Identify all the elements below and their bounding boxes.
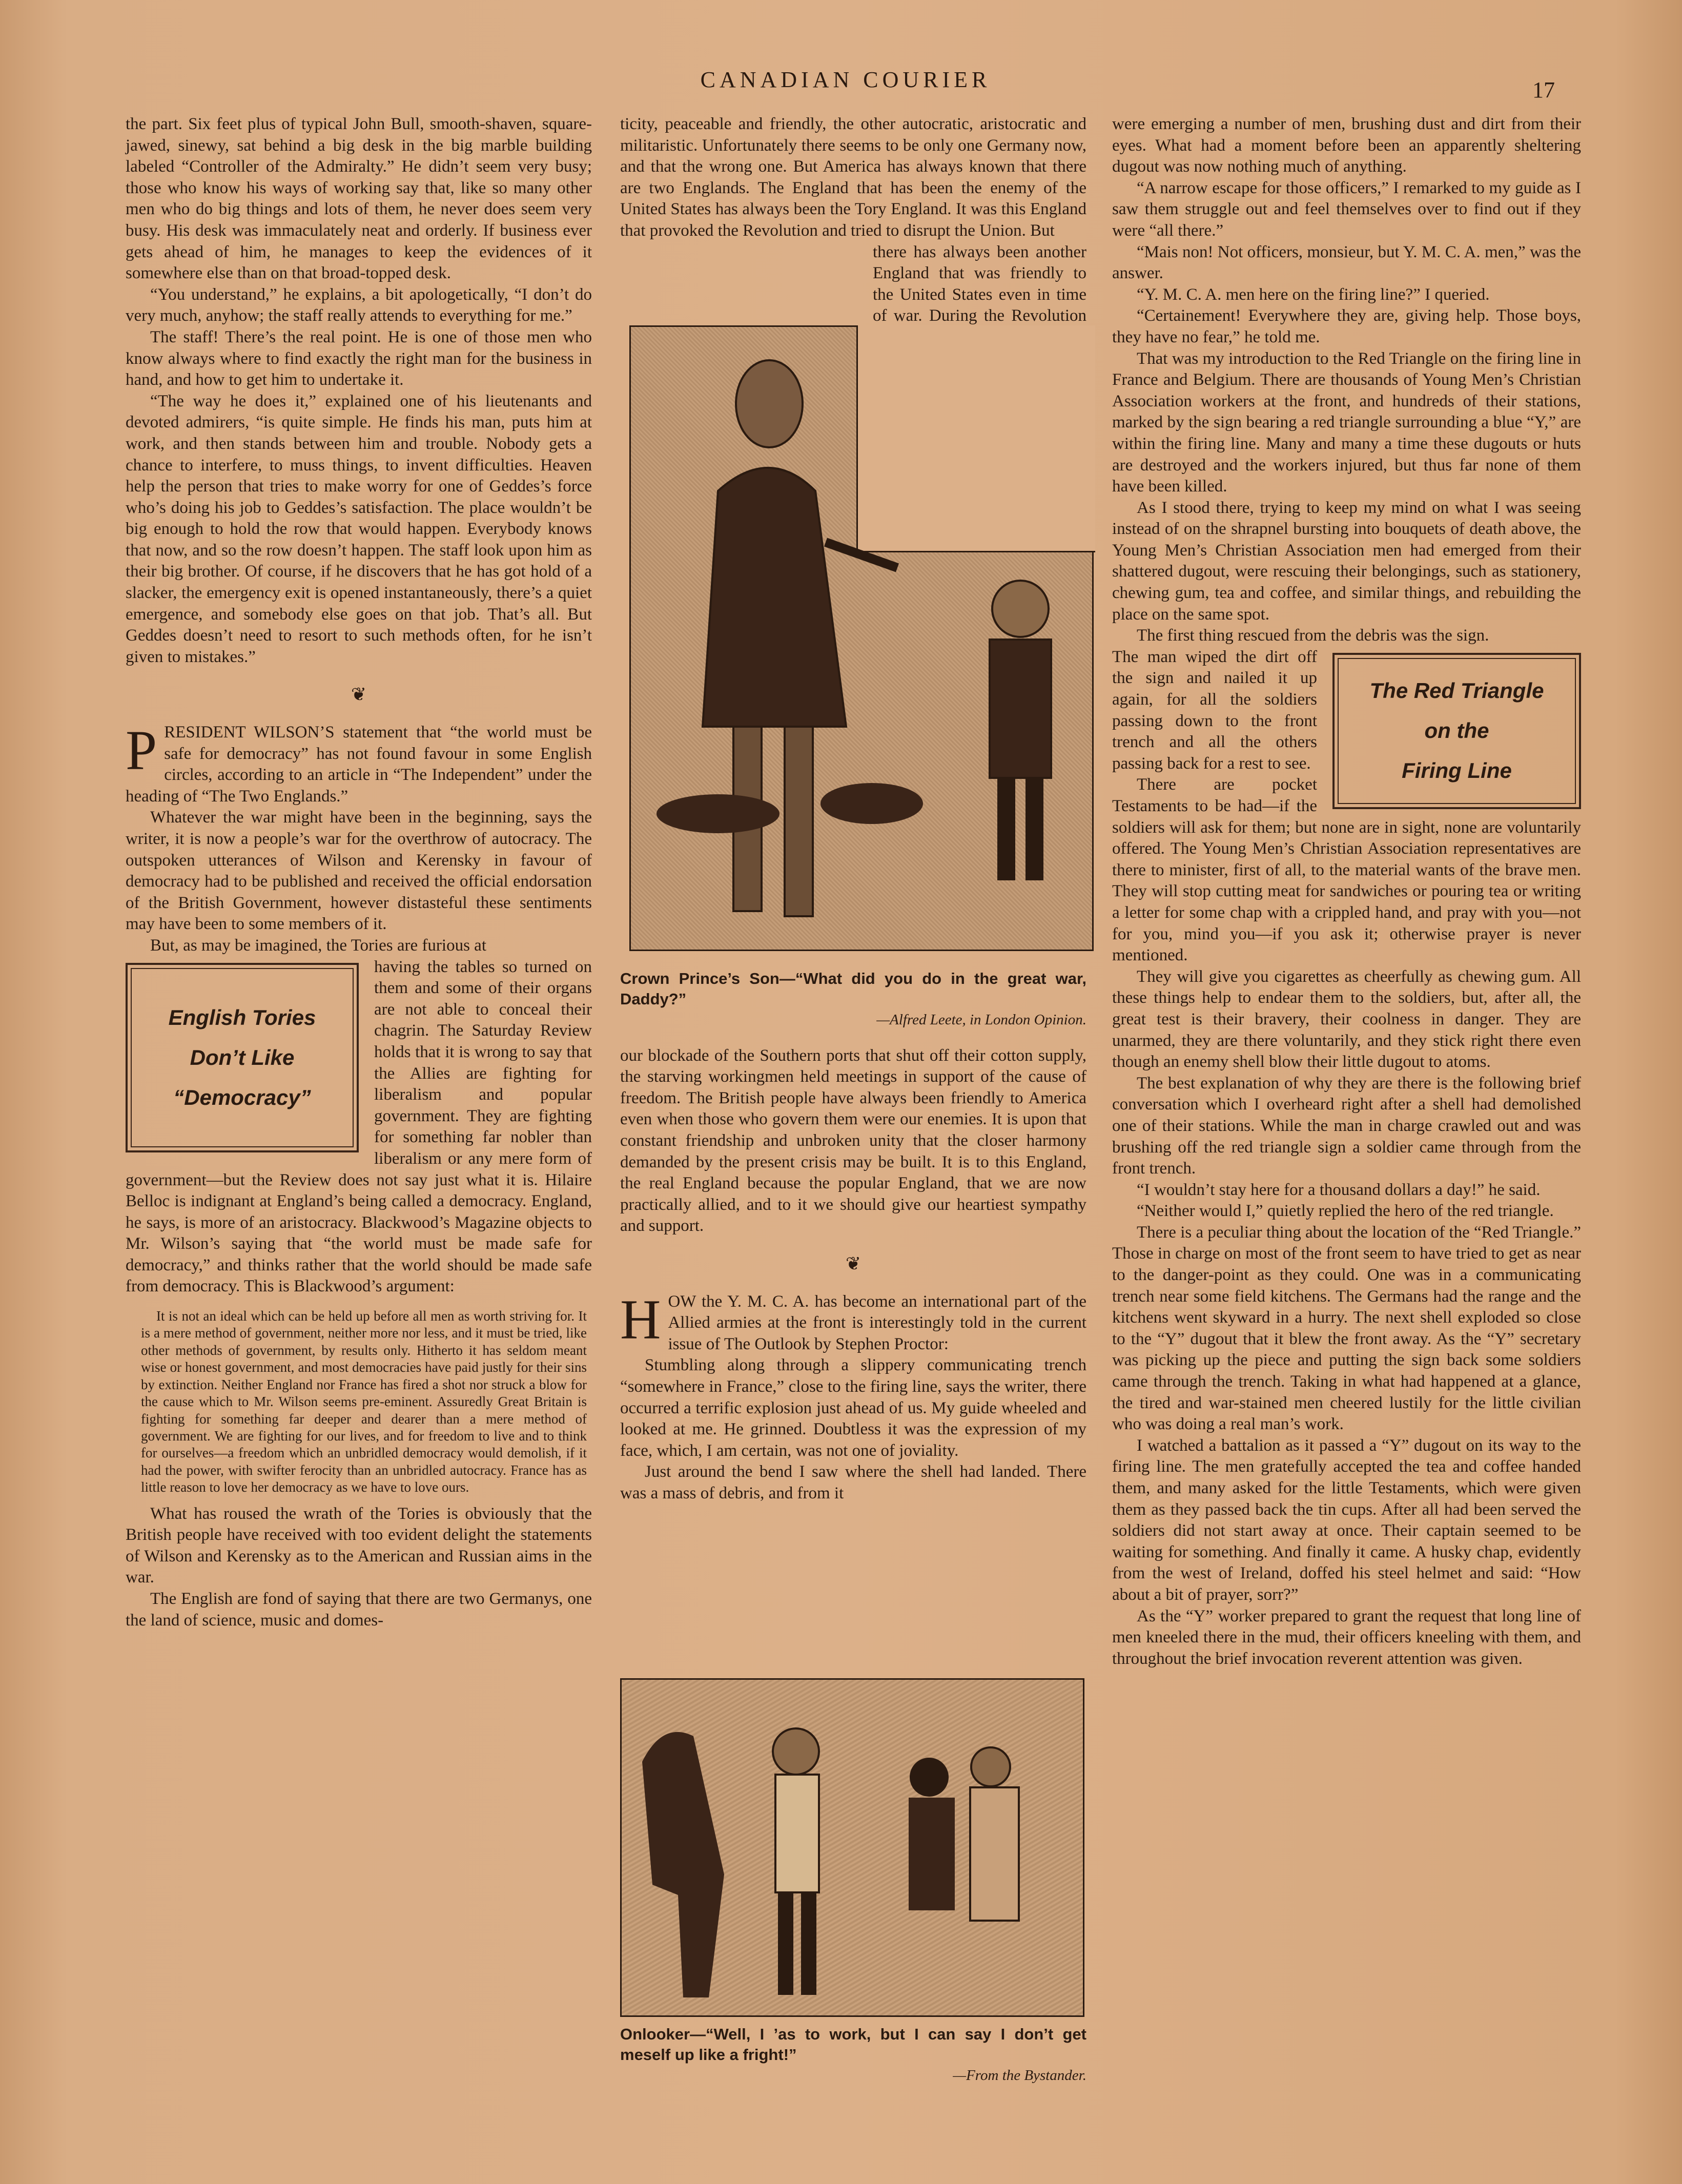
paragraph-text: RESIDENT WILSON’S statement that “the world must be safe for democracy” has not found favour in some English circles, according to an article in “The Independent” under the heading of “The Two Englands.” xyxy=(126,723,592,806)
paragraph: “I wouldn’t stay here for a thousand dollars a day!” he said. xyxy=(1137,1180,1541,1199)
paragraph: “You understand,” he explains, a bit apologetically, “I don’t do very much, anyhow; the staff really attends to everything for me.” xyxy=(126,285,592,325)
section-divider: ❦ xyxy=(845,1253,861,1274)
paragraph: our blockade of the Southern ports that shut off their cotton supply, the starving workingmen held meetings in support of the cause of freedom. The British people have always been friendly to America even when those who govern them were our enemies. It is upon that constant friendship and unbroken unity that the closer harmony demanded by the present crisis may be built. It is to this England, the real England because the popular England, that we are now practically allied, and to it we should give our heartiest sympathy and support. xyxy=(620,1046,1086,1235)
paragraph: ticity, peaceable and friendly, the other autocratic, aristocratic and militaristic. Unfortunately there seems to be only one Germany now, and that the wrong one. But America has always known that there are two Englands. The England that has been the enemy of the United States has always been the Tory England. It was this England that provoked the Revolution and tried to disrupt the Union. But xyxy=(620,115,1086,240)
column-2-continued xyxy=(620,969,1086,1504)
illustration-caption: Onlooker—“Well, I ’as to work, but I can say I don’t get meself up like a fright!” xyxy=(620,2025,1086,2064)
paragraph: The first thing rescued from the debris was the sign. xyxy=(1137,626,1489,645)
paragraph: the part. Six feet plus of typical John Bull, smooth-shaven, square-jawed, sinewy, sat behind a big desk in the big marble building labeled “Controller of the Admiralty.” He didn’t seem very busy; those who know his ways of working say that, like so many other men who do big things and lots of them, he never does seem very busy. His desk was immaculately neat and orderly. If business ever gets ahead of him, he manages to keep the evidences of it somewhere else than on that broad-topped desk. xyxy=(126,115,592,283)
paragraph: there has always been another England that was friendly to the United States even in time of war. During the Revolution xyxy=(873,242,1086,325)
article-intro xyxy=(126,719,592,807)
paragraph: having the tables so turned on them and some of their organs are not able to conceal their chagrin. The Saturday Review holds that it is wrong to say that the Allies are fighting for liberalism and popular government. They are fighting for something far nobler than liberalism or any mere form of government—but the Review does not say just what it is. Hilaire Belloc is indignant at England’s being called a democracy. England, he says, is more of an aristocracy. Blackwood’s Magazine objects to Mr. Wilson’s saying that “the world must be made safe for democracy,” and thinks rather that the world should be made safe from democracy. This is Blackwood’s argument: xyxy=(126,957,592,1296)
paragraph: were emerging a number of men, brushing dust and dirt from their eyes. What had a moment before been an apparently sheltering dugout was now nothing much of anything. xyxy=(1112,115,1581,176)
paragraph: “Y. M. C. A. men here on the firing line?” I queried. xyxy=(1137,285,1490,304)
headline-box xyxy=(1332,653,1581,809)
article-intro xyxy=(620,1288,1086,1355)
paragraph: “Neither would I,” quietly replied the hero of the red triangle. xyxy=(1137,1202,1554,1221)
paragraph: As the “Y” worker prepared to grant the request that long line of men kneeled there in the mud, their officers kneeling with them, and throughout the brief invocation reverent attention was given. xyxy=(1112,1606,1581,1668)
paragraph: The best explanation of why they are there is the following brief conversation which I overheard right after a shell had demolished one of their stations. While the man in charge crawled out and was brushing off the red triangle sign a soldier came through from the front trench. xyxy=(1112,1074,1581,1178)
headline-line: on the xyxy=(1424,718,1489,743)
headline-box xyxy=(126,963,359,1152)
paragraph: Stumbling along through a slippery communicating trench “somewhere in France,” close to the firing line, says the writer, there occurred a terrific explosion just ahead of us. My guide wheeled and looked at me. He grinned. Doubtless it was the expression of my face, which, I am certain, was not one of joviality. xyxy=(620,1356,1086,1460)
paragraph-text: OW the Y. M. C. A. has become an international part of the Allied armies at the front is interestingly told in the current issue of The Outlook by Stephen Proctor: xyxy=(668,1292,1086,1353)
illustration-figures xyxy=(622,1680,1083,2015)
block-quote xyxy=(141,1308,587,1496)
paragraph: “The way he does it,” explained one of his lieutenants and devoted admirers, “is quite simple. He finds his man, puts him at work, and then stands between him and trouble. Nobody gets a chance to interfere, to muss things, to invent difficulties. Heaven help the person that tries to make worry for one of Geddes’s force who’s doing his job to Geddes’s satisfaction. The place wouldn’t be big enough to hold the row that would happen. Everybody knows that now, and so the row doesn’t happen. The staff look upon him as their big brother. Of course, if he discovers that he has got hold of a slacker, the emergency exit is opened instantaneously, there’s a quiet emergence, and somebody else goes on that job. That’s all. But Geddes doesn’t need to resort to such methods often, for he isn’t given to mistakes.” xyxy=(126,392,592,666)
paragraph: But, as may be imagined, the Tories are furious at xyxy=(150,936,486,955)
page-header: CANADIAN COURIER xyxy=(700,67,991,92)
paragraph: That was my introduction to the Red Triangle on the firing line in France and Belgium. There are thousands of Young Men’s Christian Association workers at the front, and hundreds of their stations, marked by the sign bearing a red triangle surrounding a blue “Y,” are within the firing line. Many and many a time these dugouts or huts are destroyed and the workers injured, but thus far none of them have been killed. xyxy=(1112,349,1581,496)
headline-line: The Red Triangle xyxy=(1369,678,1544,703)
paragraph: There is a peculiar thing about the location of the “Red Triangle.” Those in charge on most of the front seem to have tried to get as near to the danger-point as they could. One was in a communicating trench near some field kitchens. The Germans had the range and the kitchens went skyward in a hurry. The next shell exploded so close to the “Y” dugout that it blew the front away. As the “Y” secretary was picking up the piece and putting the sign back some soldiers came through the trench. Taking in what had happened at a glance, the tired and war-stained men cheered lustily for the little civilian who was doing a real man’s work. xyxy=(1112,1223,1581,1434)
paragraph: Whatever the war might have been in the beginning, says the writer, it is now a people’s war for the overthrow of autocracy. The outspoken utterances of Wilson and Kerensky in favour of democracy had to be published and received the official endorsation of the British Government, however distasteful these sentiments may have been to some members of it. xyxy=(126,808,592,934)
illustration-caption-block xyxy=(620,2024,1086,2087)
paragraph: Just around the bend I saw where the shell had landed. There was a mass of debris, and from it xyxy=(620,1462,1086,1502)
paragraph: As I stood there, trying to keep my mind on what I was seeing instead of on the shrapnel bursting into bouquets of death above, the Young Men’s Christian Association men had emerged from their shattered dugout, were rescuing their belongings, such as stationery, chewing gum, tea and coffee, and similar things, and rebuilding the place on the same spot. xyxy=(1112,498,1581,624)
cartoon-credit: —Alfred Leete, in London Opinion. xyxy=(876,1012,1086,1028)
paragraph: “Mais non! Not officers, monsieur, but Y. M. C. A. men,” was the answer. xyxy=(1112,242,1581,283)
cartoon-caption: Crown Prince’s Son—“What did you do in the great war, Daddy?” xyxy=(620,970,1086,1008)
quote-text: It is not an ideal which can be held up before all men as worth striving for. It is a mere method of government, neither more nor less, and it must be tried, like other methods of government, by results only. Hitherto it has seldom meant wise or honest government, and most democracies have paid justly for their sins by extinction. Neither England nor France has fired a shot nor struck a blow for the cause which to Mr. Wilson seems pre-eminent. Assuredly Great Britain is fighting for something far deeper and dearer than a mere method of government. We are fighting for our lives, and for freedom to live and to think for ourselves—a freedom which an unbridled democracy would demolish, if it had the power, with swifter ferocity than an unbridled autocracy. France has as little reason to love her democracy as we have to love ours. xyxy=(141,1308,587,1495)
column-3 xyxy=(1112,114,1581,1670)
headline-line: Firing Line xyxy=(1402,758,1512,783)
paragraph: There are pocket Testaments to be had—if the soldiers will ask for them; but none are in sight, none are voluntarily offered. The Young Men’s Christian Association representatives are there to minister, first of all, to the material wants of the brave men. They will stop cutting meat for sandwiches or pouring tea or writing a letter for some chap with a crippled hand, and pray with you—not for you, mind you—if you ask it; otherwise prayer is never mentioned. xyxy=(1112,775,1581,965)
bystander-illustration xyxy=(620,1678,1084,2017)
column-1 xyxy=(126,114,592,1631)
headline-line: English Tories xyxy=(168,1005,316,1029)
headline-line: Don’t Like xyxy=(190,1045,295,1069)
page-number: 17 xyxy=(1532,77,1555,102)
paragraph: “A narrow escape for those officers,” I remarked to my guide as I saw them struggle out and feel themselves over to find out if they were “all there.” xyxy=(1112,178,1581,240)
headline-line: “Democracy” xyxy=(173,1085,311,1109)
paragraph: They will give you cigarettes as cheerfully as chewing gum. All these things help to endear them to the soldiers, but, after all, the great test is their bravery, their coolness in danger. They are unarmed, they are there voluntarily, and they stick right there even though an enemy shell blow their little dugout to atoms. xyxy=(1112,967,1581,1072)
drop-cap: P xyxy=(126,719,157,782)
paragraph: The English are fond of saying that there are two Germanys, one the land of science, music and domes- xyxy=(126,1589,592,1630)
drop-cap: H xyxy=(620,1288,661,1351)
illustration-credit: —From the Bystander. xyxy=(953,2067,1086,2084)
paragraph: The man wiped the dirt off the sign and nailed it up again, for all the soldiers passing down to the front trench and all the others passing back for a rest to see. xyxy=(1112,647,1317,773)
paragraph: I watched a battalion as it passed a “Y” dugout on its way to the firing line. The men gratefully accepted the tea and coffee handed them, and many asked for the little Testaments, which were given them as they passed back the tin cups. After all had been served the soldiers did not start away at once. Their captain seemed to be waiting for something. And finally it came. A husky chap, evidently from the west of Ireland, doffed his steel helmet and said: “How about a bit of prayer, sorr?” xyxy=(1112,1436,1581,1604)
cartoon-figures xyxy=(631,327,1092,950)
paragraph: The staff! There’s the real point. He is one of those men who know always where to find exactly the right man for the business in hand, and how to get him to undertake it. xyxy=(126,327,592,389)
paragraph: “Certainement! Everywhere they are, giving help. Those boys, they have no fear,” he told me. xyxy=(1112,306,1581,346)
cartoon-illustration xyxy=(629,325,1094,951)
paragraph: What has roused the wrath of the Tories is obviously that the British people have received with too evident delight the statements of Wilson and Kerensky as to the American and Russian aims in the war. xyxy=(126,1504,592,1587)
section-divider: ❦ xyxy=(351,684,367,705)
